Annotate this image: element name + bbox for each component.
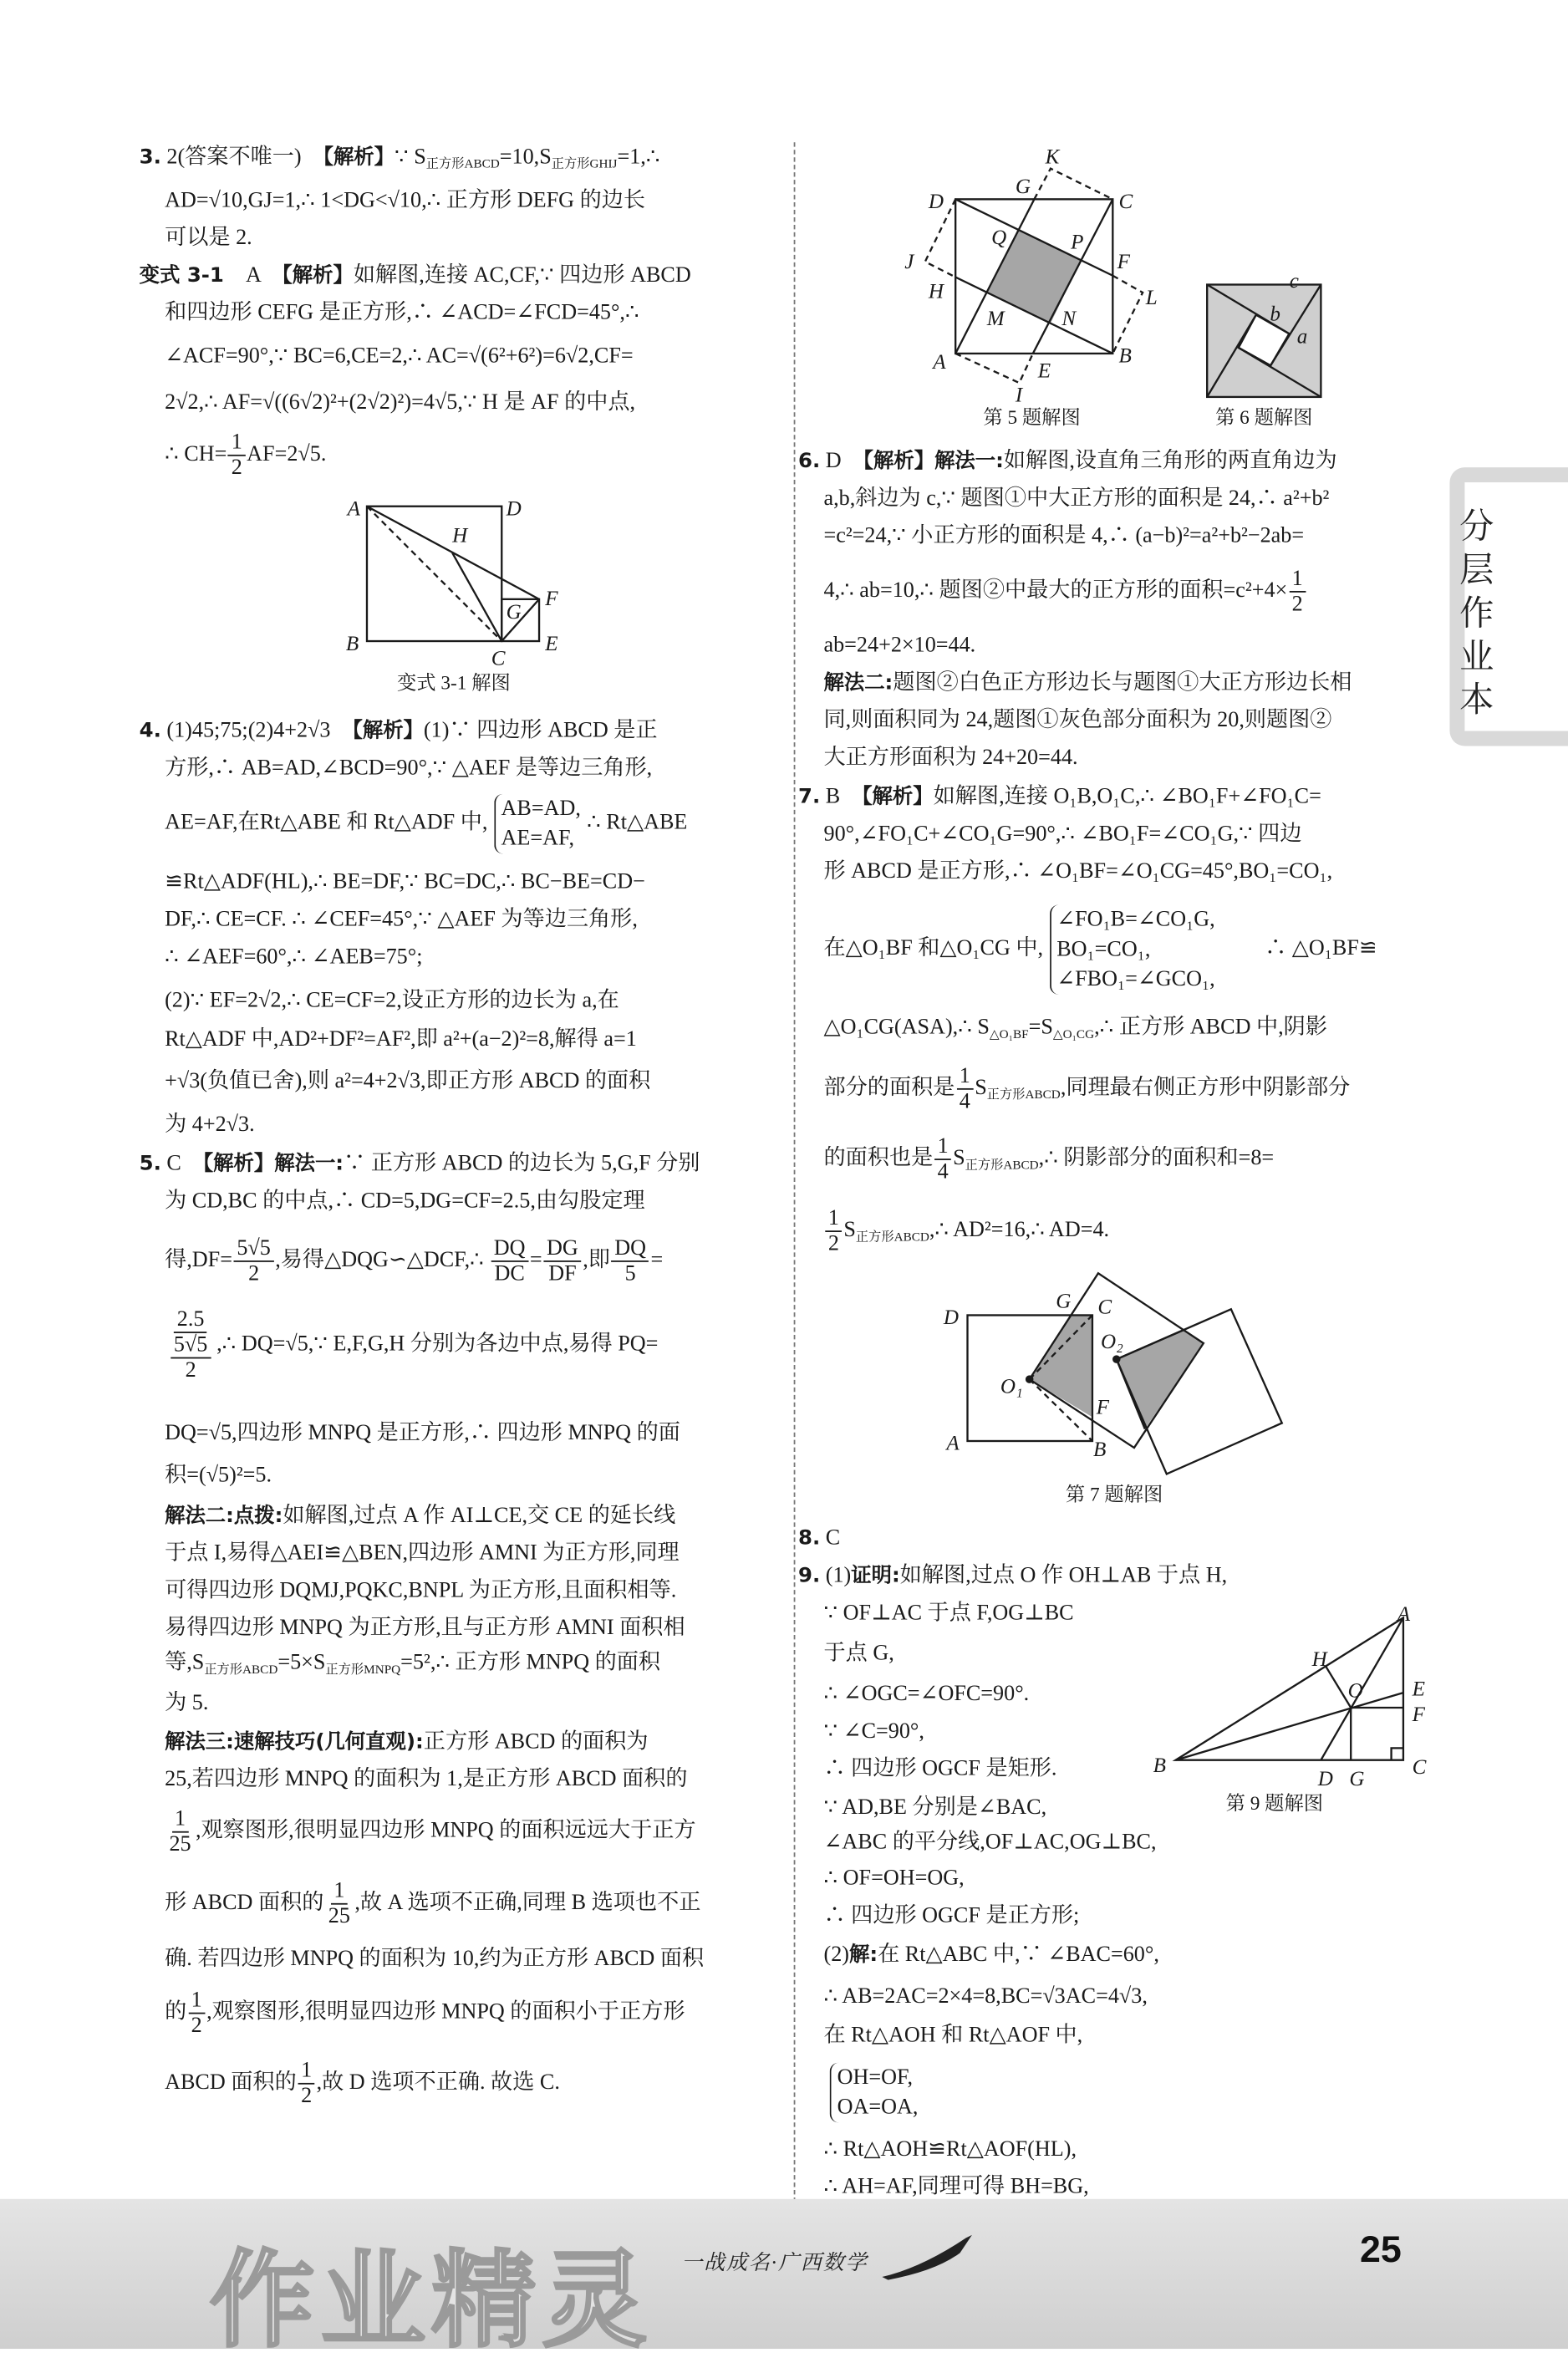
bold-label: 【解析】解法一: <box>863 449 1004 474</box>
text-run: ABCD 面积的 <box>165 2070 297 2095</box>
point-label: D <box>928 191 944 214</box>
text-run: 如解图,过点 A 作 AI⊥CE,交 CE 的延长线 <box>283 1504 676 1528</box>
text-run: (1) <box>820 1563 852 1588</box>
point-label: P <box>1071 231 1084 254</box>
point-label: H <box>452 524 468 547</box>
text-run: DQ <box>614 1236 647 1261</box>
point-label: Q <box>991 227 1007 250</box>
text-run: 如解图,连接 O₁B,O₁C,∴ ∠BO₁F+∠FO₁C= <box>933 785 1321 809</box>
text-run: 确. 若四边形 MNPQ 的面积为 10,约为正方形 ABCD 面积 <box>165 1947 705 1972</box>
point-label: I <box>1015 384 1023 407</box>
text-run: ,故 D 选项不正确. 故选 C. <box>316 2070 560 2095</box>
text-run: =S <box>1028 1016 1053 1040</box>
text-run: 正方形 ABCD 的面积为 <box>423 1729 649 1754</box>
point-label: A <box>1397 1603 1411 1627</box>
point-label: C <box>1097 1296 1112 1319</box>
bold-label: 证明: <box>851 1563 900 1588</box>
point-label: K <box>1045 145 1060 169</box>
point-label: C <box>491 647 506 670</box>
point-label: B <box>345 632 359 655</box>
text-run: 为 5. <box>165 1691 209 1715</box>
subscript: 正方形ABCD <box>986 1086 1061 1102</box>
text-run: 1 <box>827 1206 839 1231</box>
bold-label: 3. <box>139 145 161 170</box>
subscript: 正方形ABCD <box>855 1229 929 1245</box>
fig7-labels <box>943 1291 1163 1506</box>
text-run: △O₁CG(ASA),∴ S <box>823 1016 990 1040</box>
point-label: C <box>1412 1755 1427 1779</box>
text-run: 90°,∠FO₁C+∠CO₁G=90°,∴ ∠BO₁F=∠CO₁G,∵ 四边 <box>823 822 1302 847</box>
text-run: = <box>529 1248 542 1273</box>
text-run: B <box>820 785 863 809</box>
text-run: 2 <box>185 1358 196 1383</box>
text-run: ,故 A 选项不正确,同理 B 选项也不正 <box>354 1891 701 1915</box>
text-run: +√3(负值已舍),则 a²=4+2√3,即正方形 ABCD 的面积 <box>165 1069 651 1094</box>
text-run: ∴ AB=2AC=2×4=8,BC=√3AC=4√3, <box>823 1984 1148 2009</box>
text-run: 于点 I,易得△AEI≌△BEN,四边形 AMNI 为正方形,同理 <box>165 1541 680 1566</box>
point-label: F <box>1412 1703 1425 1727</box>
bold-label: 【解析】 <box>352 719 424 743</box>
bold-label: 【解析】 <box>282 263 354 288</box>
figure-caption: 第 7 题解图 <box>1065 1484 1163 1506</box>
text-run: ,即 <box>583 1248 610 1273</box>
text-run: ≌Rt△ADF(HL),∴ BE=DF,∵ BC=DC,∴ BC−BE=CD− <box>165 870 645 894</box>
subscript: 正方形ABCD <box>204 1661 278 1677</box>
bold-label: 7. <box>798 785 821 809</box>
point-label: c <box>1289 270 1299 293</box>
text-run: ∴ AH=AF,同理可得 BH=BG, <box>823 2175 1089 2199</box>
text-run: 题图②白色正方形边长与题图①大正方形边长相 <box>893 670 1352 695</box>
text-run: 1 <box>301 2059 313 2083</box>
text-run: DQ <box>493 1236 526 1261</box>
point-label: B <box>1118 344 1132 368</box>
side-tab-label: 分层作业本 <box>1459 507 1494 721</box>
equation-row: AE=AF, <box>501 827 575 851</box>
text-run: S <box>975 1076 987 1101</box>
text-run: 2√2,∴ AF=√((6√2)²+(2√2)²)=4√5,∵ H 是 AF 的中点, <box>165 390 636 415</box>
subscript: △O₁CG <box>1052 1026 1095 1041</box>
text-run: DG <box>547 1236 578 1261</box>
figure-caption: 第 5 题解图 <box>983 407 1081 430</box>
text-run: 的面积也是 <box>823 1146 934 1171</box>
figure-caption: 第 9 题解图 <box>1225 1792 1324 1815</box>
text-run: 2 <box>191 2014 202 2039</box>
bold-label: 解法二: <box>823 670 893 695</box>
text-run: 2(答案不唯一) <box>160 145 323 170</box>
text-run: a,b,斜边为 c,∵ 题图①中大正方形的面积是 24,∴ a²+b² <box>823 486 1330 512</box>
text-run: ∵ AD,BE 分别是∠BAC, <box>823 1795 1047 1821</box>
text-run: 25 <box>328 1904 350 1929</box>
text-run: 4 <box>937 1159 949 1184</box>
bold-label: 9. <box>798 1563 821 1588</box>
text-run: 1 <box>937 1134 949 1159</box>
text-run: DF,∴ CE=CF. ∴ ∠CEF=45°,∵ △AEF 为等边三角形, <box>165 908 638 932</box>
text-run: 4,∴ ab=10,∴ 题图②中最大的正方形的面积=c²+4× <box>823 578 1288 603</box>
text-run: 如解图,连接 AC,CF,∵ 四边形 ABCD <box>353 263 691 288</box>
text-run: C <box>820 1526 841 1551</box>
text-run: DF <box>548 1261 577 1286</box>
text-run: DC <box>494 1261 525 1286</box>
text-run: ab=24+2×10=44. <box>823 634 976 658</box>
point-label: A <box>347 497 361 521</box>
text-run: 形 ABCD 面积的 <box>165 1891 324 1915</box>
point-label: J <box>904 250 914 273</box>
equation-row: BO₁=CO₁, <box>1056 937 1151 962</box>
text-run: 2 <box>1291 592 1303 617</box>
text-run: ∴ CH= <box>165 442 227 466</box>
figure-q5 <box>925 169 1143 383</box>
point-label: A <box>933 350 946 374</box>
point-label: B <box>1153 1754 1167 1778</box>
fig9-labels <box>1153 1603 1427 1815</box>
text-run: (2)∵ EF=2√2,∴ CE=CF=2,设正方形的边长为 a,在 <box>165 988 619 1013</box>
text-run: ∴ △O₁BF≌ <box>1220 936 1377 961</box>
point-label: C <box>1118 191 1133 214</box>
point-label: G <box>1349 1768 1365 1791</box>
text-run: =5²,∴ 正方形 MNPQ 的面积 <box>400 1650 661 1675</box>
text-run: ,观察图形,很明显四边形 MNPQ 的面积小于正方形 <box>206 2000 685 2024</box>
text-run: ∠ACF=90°,∵ BC=6,CE=2,∴ AC=√(6²+6²)=6√2,CF= <box>165 344 634 369</box>
bold-label: 【解析】 <box>862 785 934 809</box>
text-run: 部分的面积是 <box>823 1076 955 1101</box>
text-run: S <box>953 1146 965 1171</box>
text-run: 1 <box>333 1879 345 1903</box>
text-run: 为 CD,BC 的中点,∴ CD=5,DG=CF=2.5,由勾股定理 <box>165 1189 645 1214</box>
text-run: 等,S <box>165 1650 205 1675</box>
text-run: 在△O₁BF 和△O₁CG 中, <box>823 936 1044 961</box>
text-run: A <box>223 263 283 288</box>
page-number: 25 <box>1359 2228 1402 2271</box>
figure-q7 <box>968 1273 1282 1474</box>
text-run: ∵ OF⊥AC 于点 F,OG⊥BC <box>823 1601 1074 1626</box>
text-run: 于点 G, <box>823 1642 894 1666</box>
text-run: S <box>843 1218 856 1243</box>
point-label: B <box>1093 1438 1107 1461</box>
point-label: L <box>1145 286 1158 309</box>
text-run: 可得四边形 DQMJ,PQKC,BNPL 为正方形,且面积相等. <box>165 1578 677 1603</box>
text-run: AE=AF,在Rt△ABE 和 Rt△ADF 中, <box>165 811 488 835</box>
text-run: ,观察图形,很明显四边形 MNPQ 的面积远远大于正方 <box>195 1819 696 1843</box>
equation-row: AB=AD, <box>501 797 581 822</box>
figure-caption: 第 6 题解图 <box>1215 407 1313 430</box>
bold-label: 【解析】 <box>323 145 395 170</box>
bold-label: 6. <box>798 449 821 474</box>
bold-label: 变式 3-1 <box>139 263 224 288</box>
watermark-logo: 作业精灵 <box>209 2239 654 2363</box>
text-run: 1 <box>959 1064 970 1088</box>
text-run: (1)45;75;(2)4+2√3 <box>160 719 353 743</box>
text-run: (2) <box>823 1943 850 1968</box>
text-run: ,∴ DQ=√5,∵ E,F,G,H 分别为各边中点,易得 PQ= <box>216 1332 659 1357</box>
point-label: H <box>1311 1647 1327 1671</box>
text-run: = <box>650 1248 664 1273</box>
equation-row: OH=OF, <box>837 2065 914 2090</box>
point-label: G <box>1015 176 1031 199</box>
text-run: 积=(√5)²=5. <box>165 1463 272 1488</box>
point-label: O₂ <box>1100 1330 1123 1353</box>
text-run: 得,DF= <box>165 1248 232 1273</box>
footer-slogan: 一战成名·广西数学 <box>681 2253 868 2276</box>
text-run: 4 <box>959 1089 970 1114</box>
bold-label: 【解析】解法一: <box>202 1152 344 1176</box>
subscript: 正方形ABCD <box>425 155 500 171</box>
text-run: 易得四边形 MNPQ 为正方形,且与正方形 AMNI 面积相 <box>165 1616 685 1641</box>
point-label: M <box>986 307 1005 330</box>
text-run: ,∴ 正方形 ABCD 中,阴影 <box>1094 1016 1327 1040</box>
point-label: A <box>946 1432 960 1455</box>
text-run: ∴ Rt△AOH≌Rt△AOF(HL), <box>823 2137 1077 2162</box>
text-run: =10,S <box>499 145 552 170</box>
equation-row: OA=OA, <box>837 2096 919 2120</box>
point-label: O₁ <box>1000 1375 1023 1398</box>
text-run: 如解图,过点 O 作 OH⊥AB 于点 H, <box>899 1563 1228 1588</box>
text-run: D <box>820 449 863 474</box>
text-run: 在 Rt△ABC 中,∵ ∠BAC=60°, <box>878 1943 1159 1968</box>
text-run: 2 <box>231 456 242 481</box>
point-label: H <box>928 280 944 303</box>
point-label: F <box>1096 1396 1109 1419</box>
text-run: 2 <box>248 1261 260 1286</box>
text-run: 如解图,设直角三角形的两直角边为 <box>1003 449 1337 474</box>
bold-label: 5. <box>139 1152 161 1176</box>
subscript: △O₁BF <box>989 1026 1029 1041</box>
text-run: 的 <box>165 2000 187 2024</box>
text-run: Rt△ADF 中,AD²+DF²=AF²,即 a²+(a−2)²=8,解得 a=1 <box>165 1027 637 1052</box>
text-run: ∴ ∠AEF=60°,∴ ∠AEB=75°; <box>165 945 423 970</box>
text-run: ,∴ AD²=16,∴ AD=4. <box>929 1218 1110 1243</box>
text-run: 5 <box>624 1261 636 1286</box>
text-run: ∴ OF=OH=OG, <box>823 1866 965 1891</box>
point-label: F <box>1117 250 1131 273</box>
point-label: G <box>506 601 522 624</box>
text-run: 形 ABCD 是正方形,∴ ∠O₁BF=∠O₁CG=45°,BO₁=CO₁, <box>823 859 1333 884</box>
figure-q9 <box>1176 1617 1403 1759</box>
text-run: AF=2√5. <box>247 442 327 466</box>
text-run: 同,则面积同为 24,题图①灰色部分面积为 20,则题图② <box>823 708 1332 733</box>
pen-icon <box>876 2229 995 2289</box>
text-run: =1,∴ <box>617 145 660 170</box>
point-label: a <box>1296 325 1308 349</box>
text-run: =c²=24,∵ 小正方形的面积是 4,∴ (a−b)²=a²+b²−2ab= <box>823 524 1305 548</box>
text-run: 2 <box>301 2084 313 2109</box>
point-label: E <box>1037 359 1051 383</box>
point-label: E <box>1412 1678 1425 1701</box>
text-run: 25 <box>169 1832 191 1857</box>
text-run: ∠ABC 的平分线,OF⊥AC,OG⊥BC, <box>823 1830 1157 1855</box>
figure-caption: 变式 3-1 解图 <box>397 672 511 695</box>
text-run: ∴ Rt△ABE <box>587 811 688 835</box>
text-run: 和四边形 CEFG 是正方形,∴ ∠ACD=∠FCD=45°,∴ <box>165 301 639 325</box>
subscript: 正方形GHIJ <box>551 155 618 171</box>
point-label: D <box>506 497 522 521</box>
text-run: ,∴ 阴影部分的面积和=8= <box>1038 1146 1275 1171</box>
point-label: D <box>943 1306 959 1330</box>
text-run: (1)∵ 四边形 ABCD 是正 <box>423 719 658 743</box>
text-run: 1 <box>231 430 242 455</box>
text-run: 1 <box>1291 567 1303 591</box>
text-run: ∴ ∠OGC=∠OFC=90°. <box>823 1682 1030 1707</box>
text-run: 5√5 <box>173 1332 208 1357</box>
text-run: DQ=√5,四边形 MNPQ 是正方形,∴ 四边形 MNPQ 的面 <box>165 1421 680 1446</box>
text-run: 1 <box>174 1807 186 1831</box>
bold-label: 解法二:点拨: <box>165 1504 283 1528</box>
point-label: G <box>1056 1290 1072 1313</box>
point-label: D <box>1317 1768 1333 1791</box>
bold-label: 8. <box>798 1526 821 1551</box>
text-run: 5√5 <box>237 1236 271 1261</box>
bold-label: 解法三:速解技巧(几何直观): <box>165 1729 424 1754</box>
text-run: ∵ 正方形 ABCD 的边长为 5,G,F 分别 <box>344 1152 700 1176</box>
text-run: AD=√10,GJ=1,∴ 1<DG<√10,∴ 正方形 DEFG 的边长 <box>165 188 646 213</box>
text-run: 大正方形面积为 24+20=44. <box>823 746 1078 771</box>
point-label: b <box>1270 303 1280 326</box>
equation-row: ∠FBO₁=∠GCO₁, <box>1056 967 1215 992</box>
text-run: ,同理最右侧正方形中阴影部分 <box>1060 1076 1351 1101</box>
text-run: 2 <box>827 1232 839 1256</box>
point-label: N <box>1061 307 1077 330</box>
point-label: E <box>545 632 558 655</box>
text-run: 1 <box>191 1989 202 2013</box>
text-run: ∵ S <box>395 145 426 170</box>
text-run: C <box>160 1152 203 1176</box>
text-run: =5×S <box>277 1650 326 1675</box>
text-run: 在 Rt△AOH 和 Rt△AOF 中, <box>823 2024 1083 2048</box>
point-label: F <box>545 588 558 611</box>
text-run: ∵ ∠C=90°, <box>823 1719 924 1744</box>
equation-row: ∠FO₁B=∠CO₁G, <box>1056 908 1215 932</box>
text-run: 方形,∴ AB=AD,∠BCD=90°,∵ △AEF 是等边三角形, <box>165 756 653 781</box>
text-run: ∴ 四边形 OGCF 是正方形; <box>823 1903 1080 1928</box>
subscript: 正方形MNPQ <box>325 1661 401 1677</box>
text-run: ,易得△DQG∽△DCF,∴ <box>275 1248 490 1273</box>
text-run: 为 4+2√3. <box>165 1113 255 1138</box>
subscript: 正方形ABCD <box>965 1157 1039 1173</box>
text-run: 25,若四边形 MNPQ 的面积为 1,是正方形 ABCD 面积的 <box>165 1767 688 1792</box>
text-run: 2.5 <box>176 1307 205 1332</box>
text-run: ∴ 四边形 OGCF 是矩形. <box>823 1757 1057 1781</box>
bold-label: 4. <box>139 719 161 743</box>
point-label: O <box>1347 1679 1363 1703</box>
fig31-labels <box>346 497 559 694</box>
text-run: 可以是 2. <box>165 226 252 251</box>
bold-label: 解: <box>849 1943 878 1968</box>
